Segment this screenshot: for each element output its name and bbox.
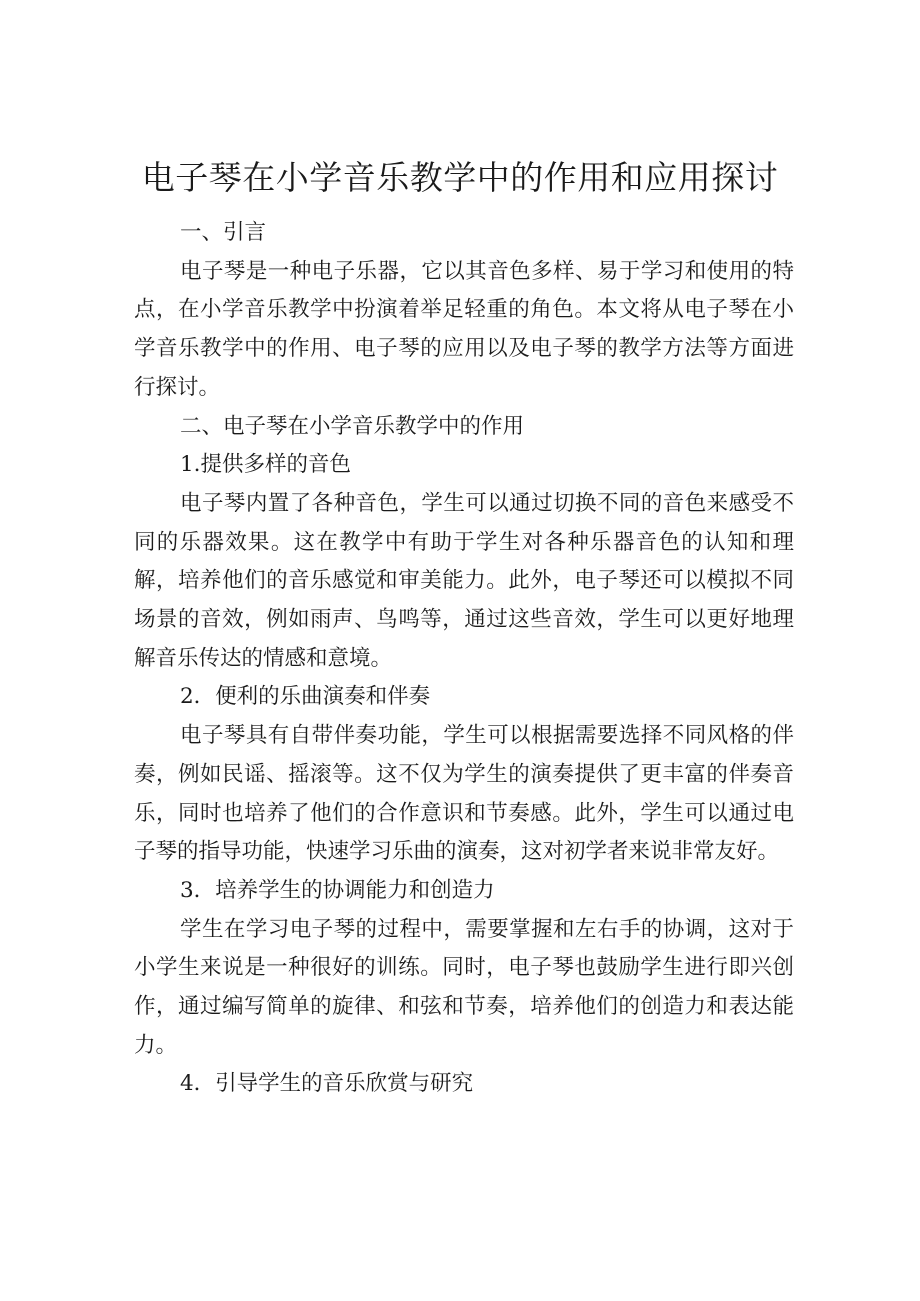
subsection-heading-3: 3．培养学生的协调能力和创造力 xyxy=(180,877,495,903)
paragraph-subsection-1: 电子琴内置了各种音色，学生可以通过切换不同的音色来感受不同的乐器效果。这在教学中有助于学生对各种乐器音色的认知和理解，培养他们的音乐感觉和审美能力。此外，电子琴还可以模拟不同场景的音效，例如雨声、鸟鸣等，通过这些音效，学生可以更好地理解音乐传达的情感和意境。 xyxy=(134,490,794,671)
document-body xyxy=(134,214,794,1104)
page-title: 电子琴在小学音乐教学中的作用和应用探讨 xyxy=(141,158,779,197)
section-heading-role: 二、电子琴在小学音乐教学中的作用 xyxy=(180,413,525,439)
subsection-heading-1: 1.提供多样的音色 xyxy=(180,452,352,478)
paragraph-subsection-3: 学生在学习电子琴的过程中，需要掌握和左右手的协调，这对于小学生来说是一种很好的训练。同时，电子琴也鼓励学生进行即兴创作，通过编写简单的旋律、和弦和节奏，培养他们的创造力和表达能力。 xyxy=(134,916,794,1058)
section-heading-intro: 一、引言 xyxy=(180,220,267,245)
paragraph-subsection-2: 电子琴具有自带伴奏功能，学生可以根据需要选择不同风格的伴奏，例如民谣、摇滚等。这不仅为学生的演奏提供了更丰富的伴奏音乐，同时也培养了他们的合作意识和节奏感。此外，学生可以通过电子琴的指导功能，快速学习乐曲的演奏，这对初学者来说非常友好。 xyxy=(134,723,794,865)
paragraph-intro: 电子琴是一种电子乐器，它以其音色多样、易于学习和使用的特点，在小学音乐教学中扮演着举足轻重的角色。本文将从电子琴在小学音乐教学中的作用、电子琴的应用以及电子琴的教学方法等方面进行探讨。 xyxy=(134,258,794,400)
subsection-heading-4: 4．引导学生的音乐欣赏与研究 xyxy=(180,1071,474,1097)
subsection-heading-2: 2．便利的乐曲演奏和伴奏 xyxy=(180,684,431,710)
